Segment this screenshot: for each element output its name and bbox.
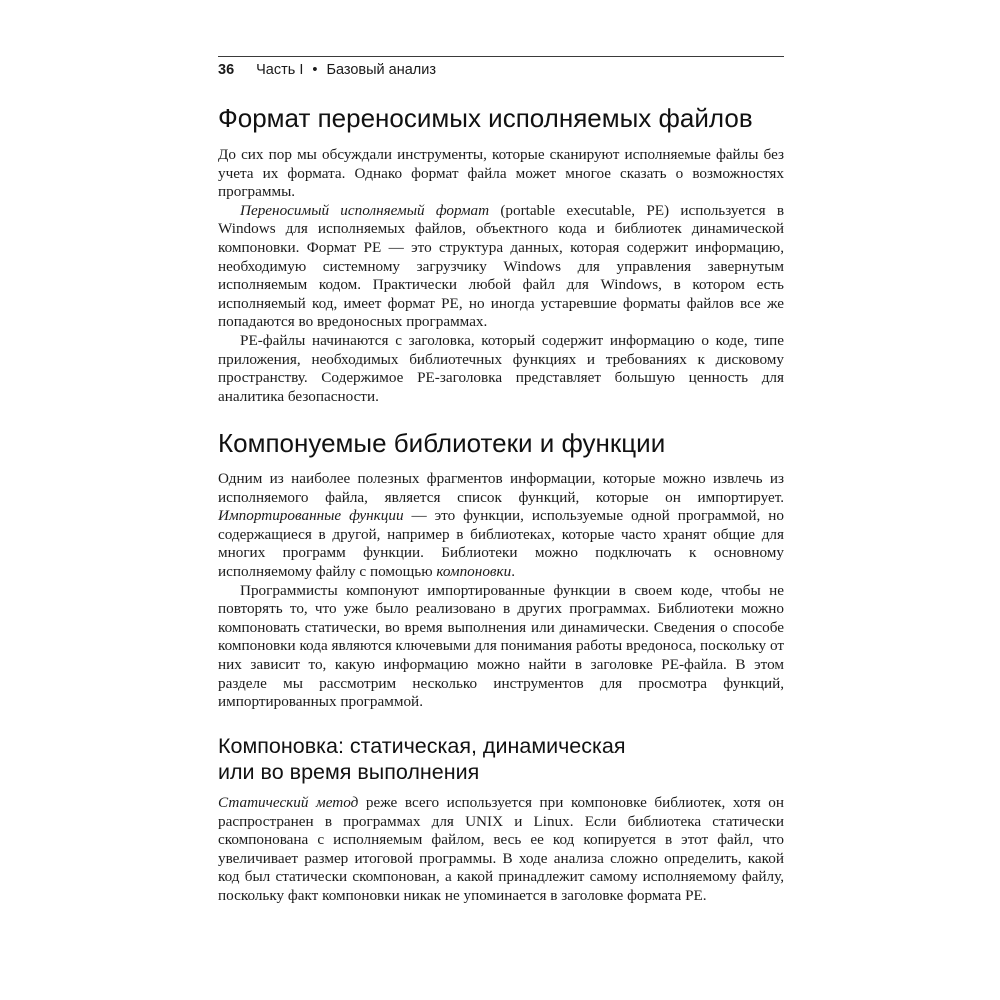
italic-term: Импортированные функции [218, 507, 404, 525]
chapter-title: Базовый анализ [326, 62, 437, 78]
paragraph: PE-файлы начинаются с заголовка, который содержит информацию о коде, типе приложения, необходимых библиотечных функциях и требованиях к дисковому пространству. Содержимое PE-заголовка представляет большую ценность для аналитика безопасности. [218, 331, 784, 405]
italic-term: компоновки [436, 562, 512, 580]
running-head [218, 56, 784, 78]
section-linked-libraries-body [218, 470, 784, 712]
section-title-linked-libraries: Компонуемые библиотеки и функции [218, 428, 666, 458]
section-title-pe-format: Формат переносимых исполняемых файлов [218, 103, 753, 133]
subsection-title-linking: Компоновка: статическая, динамическая или во время выполнения [218, 734, 626, 784]
section-pe-format-body [218, 146, 784, 406]
paragraph: Одним из наиболее полезных фрагментов информации, которые можно извлечь из исполняемого файла, является список функций, которые он импортирует. Импортированные функции — это функции, используемые одной программой, но содержащиеся в другой, например в библиотеках, которые часто хранят общие для многих программ функции. Библиотеки можно подключать к основному исполняемому файлу с помощью компоновки. [218, 470, 784, 580]
part-label: Часть I [256, 62, 304, 78]
italic-term: Статический метод [218, 794, 359, 811]
paragraph: До сих пор мы обсуждали инструменты, которые сканируют исполняемые файлы без учета их формата. Однако формат файла может многое сказать о возможностях программы. [218, 146, 784, 201]
subsection-linking-body [218, 794, 784, 906]
paragraph: Переносимый исполняемый формат (portable executable, PE) используется в Windows для исполняемых файлов, объектного кода и библиотек динамической компоновки. Формат PE — это структура данных, которая содержит информацию, необходимую системному загрузчику Windows для управления завернутым исполняемым кодом. Практически любой файл для Windows, в котором есть исполняемый код, имеет формат PE, но иногда устаревшие форматы файлов все же попадаются во вредоносных программах. [218, 201, 784, 331]
bullet-separator: • [312, 62, 318, 78]
paragraph: Программисты компонуют импортированные функции в своем коде, чтобы не повторять то, что уже было реализовано в других программах. Библиотеки можно компоновать статически, во время выполнения или динамически. Сведения о способе компоновки кода являются ключевыми для понимания работы вредоноса, поскольку от них зависит то, какую информацию можно найти в заголовке PE-файла. В этом разделе мы рассмотрим несколько инструментов для просмотра функций, импортированных программой. [218, 581, 784, 711]
paragraph: Статический метод реже всего используется при компоновке библиотек, хотя он распространен в программах для UNIX и Linux. Если библиотека статически скомпонована с исполняемым файлом, весь ее код копируется в этот файл, что увеличивает размер итоговой программы. В ходе анализа сложно определить, какой код был статически скомпонован, а какой принадлежит самому исполняемому файлу, поскольку факт компоновки никак не упоминается в заголовке формата PE. [218, 794, 784, 904]
page-number: 36 [218, 62, 235, 78]
italic-term: Переносимый исполняемый формат [240, 201, 490, 219]
